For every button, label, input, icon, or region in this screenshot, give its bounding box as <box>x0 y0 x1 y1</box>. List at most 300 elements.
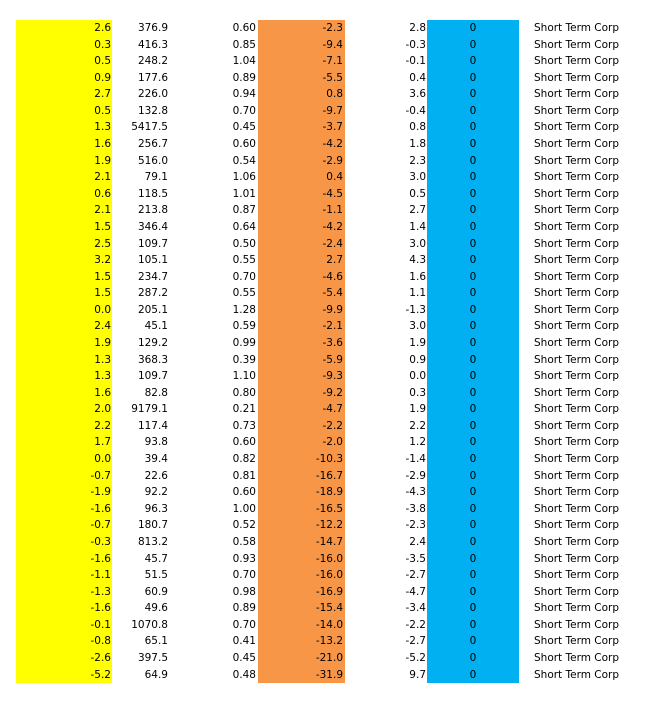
table-cell-col-e[interactable]: 2.8 <box>409 22 426 34</box>
table-cell-col-b[interactable]: 129.2 <box>137 336 168 349</box>
table-cell-col-f[interactable]: 0 <box>427 633 519 650</box>
table-cell-col-a[interactable]: 1.9 <box>16 153 112 170</box>
table-cell-col-a[interactable]: -0.7 <box>16 468 112 485</box>
table-cell-col-e[interactable]: 9.7 <box>409 668 426 681</box>
table-cell-col-a[interactable]: -5.2 <box>16 667 112 684</box>
table-cell-col-c[interactable]: 0.98 <box>232 585 256 598</box>
table-cell-col-b[interactable]: 22.6 <box>144 469 168 482</box>
table-cell-col-a[interactable]: 2.2 <box>16 418 112 435</box>
table-cell-col-e[interactable]: -2.3 <box>405 519 426 532</box>
table-cell-col-a[interactable]: -0.1 <box>16 617 112 634</box>
table-cell-col-a[interactable]: 2.6 <box>16 20 112 37</box>
table-cell-col-b[interactable]: 49.6 <box>144 602 168 615</box>
table-cell-col-a[interactable]: 1.3 <box>16 352 112 369</box>
table-cell-col-b[interactable]: 813.2 <box>137 535 168 548</box>
table-row <box>0 318 650 335</box>
table-cell-col-f[interactable]: 0 <box>427 20 519 37</box>
table-row <box>0 650 650 667</box>
table-cell-col-e[interactable]: -4.7 <box>405 585 426 598</box>
table-cell-col-a[interactable]: 1.3 <box>16 119 112 136</box>
table-cell-col-a[interactable]: 1.5 <box>16 219 112 236</box>
table-cell-col-e[interactable]: -3.5 <box>405 552 426 565</box>
table-cell-col-f[interactable]: 0 <box>427 335 519 352</box>
table-cell-col-f[interactable]: 0 <box>427 667 519 684</box>
table-row <box>0 584 650 601</box>
table-cell-col-c[interactable]: 1.04 <box>232 55 256 68</box>
table-cell-col-d[interactable]: -9.2 <box>258 385 345 402</box>
table-cell-col-b[interactable]: 105.1 <box>137 254 168 267</box>
table-cell-col-b[interactable]: 213.8 <box>137 204 168 217</box>
table-cell-col-a[interactable]: -1.3 <box>16 584 112 601</box>
table-cell-col-f[interactable]: 0 <box>427 584 519 601</box>
table-cell-col-a[interactable]: 1.6 <box>16 385 112 402</box>
table-cell-col-f[interactable]: 0 <box>427 252 519 269</box>
table-cell-col-f[interactable]: 0 <box>427 302 519 319</box>
table-cell-col-c[interactable]: 1.00 <box>232 502 256 515</box>
table-row <box>0 517 650 534</box>
table-cell-col-a[interactable]: -1.6 <box>16 551 112 568</box>
table-cell-col-d[interactable]: -16.0 <box>258 567 345 584</box>
table-cell-col-g[interactable]: Short Term Corp <box>534 220 620 233</box>
table-cell-col-c[interactable]: 0.70 <box>232 618 256 631</box>
table-cell-col-c[interactable]: 0.89 <box>232 602 256 615</box>
table-cell-col-a[interactable]: -2.6 <box>16 650 112 667</box>
table-cell-col-b[interactable]: 248.2 <box>137 55 168 68</box>
table-cell-col-b[interactable]: 65.1 <box>144 635 168 648</box>
table-cell-col-b[interactable]: 9179.1 <box>131 403 168 416</box>
table-cell-col-d[interactable]: -2.1 <box>258 318 345 335</box>
table-cell-col-g[interactable]: Short Term Corp <box>534 602 620 615</box>
table-cell-col-c[interactable]: 0.99 <box>232 336 256 349</box>
table-cell-col-f[interactable]: 0 <box>427 650 519 667</box>
table-cell-col-b[interactable]: 118.5 <box>137 187 168 200</box>
table-cell-col-f[interactable]: 0 <box>427 202 519 219</box>
table-cell-col-a[interactable]: -1.1 <box>16 567 112 584</box>
table-cell-col-f[interactable]: 0 <box>427 53 519 70</box>
table-cell-col-d[interactable]: -14.0 <box>258 617 345 634</box>
table-cell-col-f[interactable]: 0 <box>427 517 519 534</box>
table-cell-col-e[interactable]: -5.2 <box>405 651 426 664</box>
table-row <box>0 667 650 684</box>
table-cell-col-b[interactable]: 109.7 <box>137 370 168 383</box>
table-cell-col-g[interactable]: Short Term Corp <box>534 453 620 466</box>
table-cell-col-a[interactable]: 1.5 <box>16 269 112 286</box>
table-cell-col-d[interactable]: -15.4 <box>258 600 345 617</box>
table-cell-col-b[interactable]: 51.5 <box>144 569 168 582</box>
table-cell-col-g[interactable]: Short Term Corp <box>534 336 620 349</box>
table-cell-col-g[interactable]: Short Term Corp <box>534 187 620 200</box>
table-cell-col-c[interactable]: 0.48 <box>232 668 256 681</box>
table-cell-col-c[interactable]: 0.59 <box>232 320 256 333</box>
table-cell-col-a[interactable]: 2.1 <box>16 202 112 219</box>
table-cell-col-b[interactable]: 1070.8 <box>131 618 168 631</box>
table-cell-col-g[interactable]: Short Term Corp <box>534 287 620 300</box>
table-cell-col-g[interactable]: Short Term Corp <box>534 569 620 582</box>
table-cell-col-g[interactable]: Short Term Corp <box>534 171 620 184</box>
table-cell-col-f[interactable]: 0 <box>427 219 519 236</box>
table-cell-col-a[interactable]: 0.5 <box>16 53 112 70</box>
table-cell-col-d[interactable]: -14.7 <box>258 534 345 551</box>
table-cell-col-e[interactable]: -1.3 <box>405 303 426 316</box>
table-cell-col-e[interactable]: -2.7 <box>405 569 426 582</box>
table-cell-col-b[interactable]: 256.7 <box>137 138 168 151</box>
table-cell-col-f[interactable]: 0 <box>427 418 519 435</box>
table-cell-col-f[interactable]: 0 <box>427 567 519 584</box>
table-cell-col-b[interactable]: 117.4 <box>137 419 168 432</box>
table-cell-col-d[interactable]: -2.9 <box>258 153 345 170</box>
table-cell-col-d[interactable]: 0.4 <box>258 169 345 186</box>
table-cell-col-d[interactable]: -9.3 <box>258 368 345 385</box>
table-cell-col-b[interactable]: 39.4 <box>144 453 168 466</box>
table-cell-col-e[interactable]: 3.0 <box>409 171 426 184</box>
table-cell-col-b[interactable]: 234.7 <box>137 270 168 283</box>
table-cell-col-f[interactable]: 0 <box>427 37 519 54</box>
table-cell-col-g[interactable]: Short Term Corp <box>534 38 620 51</box>
table-cell-col-g[interactable]: Short Term Corp <box>534 403 620 416</box>
table-row <box>0 136 650 153</box>
table-cell-col-e[interactable]: 2.7 <box>409 204 426 217</box>
table-cell-col-d[interactable]: -2.2 <box>258 418 345 435</box>
table-cell-col-a[interactable]: -0.8 <box>16 633 112 650</box>
table-cell-col-g[interactable]: Short Term Corp <box>534 552 620 565</box>
table-cell-col-f[interactable]: 0 <box>427 501 519 518</box>
table-cell-col-b[interactable]: 109.7 <box>137 237 168 250</box>
table-cell-col-b[interactable]: 82.8 <box>144 386 168 399</box>
table-cell-col-e[interactable]: 0.5 <box>409 187 426 200</box>
table-cell-col-c[interactable]: 0.39 <box>232 353 256 366</box>
table-cell-col-b[interactable]: 376.9 <box>137 22 168 34</box>
table-cell-col-a[interactable]: 1.9 <box>16 335 112 352</box>
table-cell-col-a[interactable]: 2.5 <box>16 236 112 253</box>
table-cell-col-d[interactable]: -5.5 <box>258 70 345 87</box>
table-cell-col-a[interactable]: 1.5 <box>16 285 112 302</box>
table-cell-col-d[interactable]: -2.4 <box>258 236 345 253</box>
table-cell-col-f[interactable]: 0 <box>427 86 519 103</box>
table-cell-col-a[interactable]: 2.0 <box>16 401 112 418</box>
table-cell-col-c[interactable]: 1.10 <box>232 370 256 383</box>
table-cell-col-a[interactable]: -1.6 <box>16 501 112 518</box>
table-cell-col-a[interactable]: 0.5 <box>16 103 112 120</box>
table-cell-col-c[interactable]: 0.73 <box>232 419 256 432</box>
table-cell-col-f[interactable]: 0 <box>427 136 519 153</box>
table-cell-col-c[interactable]: 0.70 <box>232 270 256 283</box>
table-cell-col-f[interactable]: 0 <box>427 352 519 369</box>
table-cell-col-g[interactable]: Short Term Corp <box>534 22 620 34</box>
table-cell-col-e[interactable]: 1.9 <box>409 336 426 349</box>
table-cell-col-e[interactable]: 2.4 <box>409 535 426 548</box>
table-cell-col-d[interactable]: -10.3 <box>258 451 345 468</box>
table-cell-col-b[interactable]: 64.9 <box>144 668 168 681</box>
table-row <box>0 219 650 236</box>
table-cell-col-a[interactable]: 1.7 <box>16 434 112 451</box>
table-cell-col-e[interactable]: 0.9 <box>409 353 426 366</box>
table-cell-col-c[interactable]: 0.87 <box>232 204 256 217</box>
table-cell-col-e[interactable]: 0.3 <box>409 386 426 399</box>
table-cell-col-f[interactable]: 0 <box>427 484 519 501</box>
table-cell-col-e[interactable]: 1.8 <box>409 138 426 151</box>
table-cell-col-e[interactable]: -1.4 <box>405 453 426 466</box>
table-cell-col-f[interactable]: 0 <box>427 153 519 170</box>
table-cell-col-f[interactable]: 0 <box>427 401 519 418</box>
table-cell-col-g[interactable]: Short Term Corp <box>534 104 620 117</box>
table-cell-col-c[interactable]: 0.55 <box>232 287 256 300</box>
table-cell-col-g[interactable]: Short Term Corp <box>534 237 620 250</box>
table-cell-col-e[interactable]: -2.2 <box>405 618 426 631</box>
table-cell-col-b[interactable]: 287.2 <box>137 287 168 300</box>
table-cell-col-b[interactable]: 416.3 <box>137 38 168 51</box>
table-cell-col-d[interactable]: -16.7 <box>258 468 345 485</box>
table-cell-col-e[interactable]: 4.3 <box>409 254 426 267</box>
table-cell-col-d[interactable]: -21.0 <box>258 650 345 667</box>
table-cell-col-c[interactable]: 0.50 <box>232 237 256 250</box>
table-row <box>0 20 650 37</box>
table-cell-col-c[interactable]: 0.81 <box>232 469 256 482</box>
table-cell-col-f[interactable]: 0 <box>427 119 519 136</box>
table-cell-col-b[interactable]: 226.0 <box>137 88 168 101</box>
table-cell-col-g[interactable]: Short Term Corp <box>534 71 620 84</box>
table-cell-col-f[interactable]: 0 <box>427 169 519 186</box>
table-cell-col-e[interactable]: -3.8 <box>405 502 426 515</box>
table-cell-col-d[interactable]: -7.1 <box>258 53 345 70</box>
table-cell-col-d[interactable]: 0.8 <box>258 86 345 103</box>
table-cell-col-c[interactable]: 0.70 <box>232 104 256 117</box>
table-cell-col-c[interactable]: 0.70 <box>232 569 256 582</box>
table-cell-col-e[interactable]: 0.0 <box>409 370 426 383</box>
table-cell-col-a[interactable]: 0.9 <box>16 70 112 87</box>
table-cell-col-c[interactable]: 0.58 <box>232 535 256 548</box>
table-cell-col-g[interactable]: Short Term Corp <box>534 419 620 432</box>
table-cell-col-e[interactable]: -0.4 <box>405 104 426 117</box>
table-cell-col-a[interactable]: 0.0 <box>16 302 112 319</box>
table-cell-col-g[interactable]: Short Term Corp <box>534 386 620 399</box>
table-cell-col-c[interactable]: 1.01 <box>232 187 256 200</box>
table-cell-col-a[interactable]: 1.6 <box>16 136 112 153</box>
table-cell-col-g[interactable]: Short Term Corp <box>534 303 620 316</box>
table-cell-col-e[interactable]: -2.9 <box>405 469 426 482</box>
table-cell-col-f[interactable]: 0 <box>427 468 519 485</box>
table-cell-col-g[interactable]: Short Term Corp <box>534 121 620 134</box>
table-cell-col-f[interactable]: 0 <box>427 318 519 335</box>
table-cell-col-c[interactable]: 0.21 <box>232 403 256 416</box>
table-cell-col-g[interactable]: Short Term Corp <box>534 486 620 499</box>
table-cell-col-g[interactable]: Short Term Corp <box>534 138 620 151</box>
table-cell-col-f[interactable]: 0 <box>427 236 519 253</box>
table-cell-col-g[interactable]: Short Term Corp <box>534 502 620 515</box>
table-cell-col-d[interactable]: -18.9 <box>258 484 345 501</box>
table-cell-col-a[interactable]: -1.9 <box>16 484 112 501</box>
table-cell-col-d[interactable]: -2.3 <box>258 20 345 37</box>
table-cell-col-g[interactable]: Short Term Corp <box>534 353 620 366</box>
table-cell-col-e[interactable]: 3.0 <box>409 320 426 333</box>
table-cell-col-c[interactable]: 0.60 <box>232 22 256 34</box>
table-cell-col-f[interactable]: 0 <box>427 368 519 385</box>
table-cell-col-b[interactable]: 368.3 <box>137 353 168 366</box>
table-cell-col-c[interactable]: 0.85 <box>232 38 256 51</box>
table-cell-col-d[interactable]: -5.4 <box>258 285 345 302</box>
table-cell-col-e[interactable]: 2.3 <box>409 154 426 167</box>
table-cell-col-d[interactable]: -9.9 <box>258 302 345 319</box>
table-cell-col-e[interactable]: -3.4 <box>405 602 426 615</box>
table-row <box>0 534 650 551</box>
table-cell-col-b[interactable]: 516.0 <box>137 154 168 167</box>
table-cell-col-b[interactable]: 93.8 <box>144 436 168 449</box>
table-cell-col-f[interactable]: 0 <box>427 385 519 402</box>
table-cell-col-c[interactable]: 0.82 <box>232 453 256 466</box>
table-row <box>0 368 650 385</box>
table-cell-col-a[interactable]: 0.0 <box>16 451 112 468</box>
table-cell-col-b[interactable]: 96.3 <box>144 502 168 515</box>
table-row <box>0 37 650 54</box>
table-cell-col-e[interactable]: -0.3 <box>405 38 426 51</box>
table-cell-col-b[interactable]: 205.1 <box>137 303 168 316</box>
table-cell-col-e[interactable]: 1.1 <box>409 287 426 300</box>
table-cell-col-e[interactable]: -2.7 <box>405 635 426 648</box>
table-cell-col-c[interactable]: 0.45 <box>232 651 256 664</box>
table-cell-col-g[interactable]: Short Term Corp <box>534 154 620 167</box>
table-row <box>0 451 650 468</box>
table-cell-col-c[interactable]: 0.55 <box>232 254 256 267</box>
table-cell-col-c[interactable]: 0.60 <box>232 436 256 449</box>
table-cell-col-b[interactable]: 180.7 <box>137 519 168 532</box>
table-cell-col-e[interactable]: 1.9 <box>409 403 426 416</box>
table-cell-col-b[interactable]: 5417.5 <box>131 121 168 134</box>
table-cell-col-c[interactable]: 0.64 <box>232 220 256 233</box>
table-cell-col-b[interactable]: 177.6 <box>137 71 168 84</box>
table-cell-col-b[interactable]: 92.2 <box>144 486 168 499</box>
table-cell-col-g[interactable]: Short Term Corp <box>534 519 620 532</box>
table-cell-col-d[interactable]: -5.9 <box>258 352 345 369</box>
table-cell-col-a[interactable]: 2.1 <box>16 169 112 186</box>
table-cell-col-f[interactable]: 0 <box>427 434 519 451</box>
table-row <box>0 600 650 617</box>
table-cell-col-g[interactable]: Short Term Corp <box>534 618 620 631</box>
table-cell-col-g[interactable]: Short Term Corp <box>534 270 620 283</box>
table-cell-col-e[interactable]: 1.4 <box>409 220 426 233</box>
table-cell-col-g[interactable]: Short Term Corp <box>534 668 620 681</box>
table-cell-col-g[interactable]: Short Term Corp <box>534 585 620 598</box>
table-cell-col-a[interactable]: 0.6 <box>16 186 112 203</box>
table-cell-col-b[interactable]: 45.1 <box>144 320 168 333</box>
table-cell-col-g[interactable]: Short Term Corp <box>534 436 620 449</box>
table-cell-col-g[interactable]: Short Term Corp <box>534 535 620 548</box>
table-cell-col-b[interactable]: 79.1 <box>144 171 168 184</box>
table-cell-col-d[interactable]: -4.7 <box>258 401 345 418</box>
table-cell-col-a[interactable]: -0.7 <box>16 517 112 534</box>
table-cell-col-a[interactable]: 2.7 <box>16 86 112 103</box>
table-cell-col-c[interactable]: 0.60 <box>232 138 256 151</box>
table-cell-col-d[interactable]: -1.1 <box>258 202 345 219</box>
table-row <box>0 501 650 518</box>
table-cell-col-d[interactable]: -16.0 <box>258 551 345 568</box>
table-cell-col-f[interactable]: 0 <box>427 617 519 634</box>
table-cell-col-c[interactable]: 0.89 <box>232 71 256 84</box>
table-row <box>0 186 650 203</box>
table-cell-col-b[interactable]: 45.7 <box>144 552 168 565</box>
table-cell-col-c[interactable]: 0.94 <box>232 88 256 101</box>
table-cell-col-a[interactable]: -1.6 <box>16 600 112 617</box>
table-cell-col-d[interactable]: -16.5 <box>258 501 345 518</box>
table-cell-col-e[interactable]: 3.6 <box>409 88 426 101</box>
table-cell-col-f[interactable]: 0 <box>427 551 519 568</box>
table-cell-col-f[interactable]: 0 <box>427 70 519 87</box>
table-cell-col-c[interactable]: 0.93 <box>232 552 256 565</box>
table-cell-col-e[interactable]: -0.1 <box>405 55 426 68</box>
table-cell-col-c[interactable]: 0.80 <box>232 386 256 399</box>
table-cell-col-d[interactable]: -4.2 <box>258 136 345 153</box>
table-cell-col-b[interactable]: 397.5 <box>137 651 168 664</box>
table-cell-col-g[interactable]: Short Term Corp <box>534 651 620 664</box>
table-cell-col-g[interactable]: Short Term Corp <box>534 254 620 267</box>
table-cell-col-g[interactable]: Short Term Corp <box>534 469 620 482</box>
table-cell-col-d[interactable]: -4.2 <box>258 219 345 236</box>
table-cell-col-c[interactable]: 0.60 <box>232 486 256 499</box>
table-cell-col-f[interactable]: 0 <box>427 103 519 120</box>
table-cell-col-d[interactable]: -3.7 <box>258 119 345 136</box>
table-cell-col-g[interactable]: Short Term Corp <box>534 88 620 101</box>
table-cell-col-d[interactable]: -31.9 <box>258 667 345 684</box>
table-cell-col-a[interactable]: -0.3 <box>16 534 112 551</box>
table-cell-col-e[interactable]: 2.2 <box>409 419 426 432</box>
table-row <box>0 119 650 136</box>
table-cell-col-c[interactable]: 1.06 <box>232 171 256 184</box>
table-cell-col-f[interactable]: 0 <box>427 186 519 203</box>
table-cell-col-e[interactable]: 0.4 <box>409 71 426 84</box>
table-cell-col-b[interactable]: 132.8 <box>137 104 168 117</box>
table-cell-col-e[interactable]: 1.6 <box>409 270 426 283</box>
table-cell-col-d[interactable]: -9.4 <box>258 37 345 54</box>
table-row <box>0 385 650 402</box>
table-cell-col-c[interactable]: 0.45 <box>232 121 256 134</box>
table-cell-col-a[interactable]: 3.2 <box>16 252 112 269</box>
table-cell-col-b[interactable]: 346.4 <box>137 220 168 233</box>
table-cell-col-d[interactable]: -3.6 <box>258 335 345 352</box>
table-row <box>0 418 650 435</box>
table-cell-col-d[interactable]: -4.5 <box>258 186 345 203</box>
table-cell-col-f[interactable]: 0 <box>427 285 519 302</box>
table-cell-col-e[interactable]: 1.2 <box>409 436 426 449</box>
table-cell-col-d[interactable]: 2.7 <box>258 252 345 269</box>
table-row <box>0 335 650 352</box>
table-cell-col-a[interactable]: 1.3 <box>16 368 112 385</box>
table-cell-col-g[interactable]: Short Term Corp <box>534 635 620 648</box>
table-cell-col-d[interactable]: -2.0 <box>258 434 345 451</box>
table-cell-col-c[interactable]: 1.28 <box>232 303 256 316</box>
table-cell-col-b[interactable]: 60.9 <box>144 585 168 598</box>
table-cell-col-g[interactable]: Short Term Corp <box>534 204 620 217</box>
table-row <box>0 70 650 87</box>
table-cell-col-e[interactable]: 3.0 <box>409 237 426 250</box>
table-cell-col-d[interactable]: -4.6 <box>258 269 345 286</box>
table-cell-col-c[interactable]: 0.52 <box>232 519 256 532</box>
table-cell-col-d[interactable]: -9.7 <box>258 103 345 120</box>
table-cell-col-f[interactable]: 0 <box>427 534 519 551</box>
table-cell-col-d[interactable]: -12.2 <box>258 517 345 534</box>
table-cell-col-a[interactable]: 2.4 <box>16 318 112 335</box>
table-cell-col-g[interactable]: Short Term Corp <box>534 55 620 68</box>
table-cell-col-c[interactable]: 0.54 <box>232 154 256 167</box>
table-cell-col-a[interactable]: 0.3 <box>16 37 112 54</box>
table-cell-col-d[interactable]: -13.2 <box>258 633 345 650</box>
table-cell-col-f[interactable]: 0 <box>427 269 519 286</box>
table-cell-col-f[interactable]: 0 <box>427 451 519 468</box>
table-cell-col-e[interactable]: -4.3 <box>405 486 426 499</box>
table-cell-col-g[interactable]: Short Term Corp <box>534 370 620 383</box>
table-cell-col-c[interactable]: 0.41 <box>232 635 256 648</box>
table-cell-col-f[interactable]: 0 <box>427 600 519 617</box>
table-cell-col-d[interactable]: -16.9 <box>258 584 345 601</box>
table-cell-col-g[interactable]: Short Term Corp <box>534 320 620 333</box>
table-cell-col-e[interactable]: 0.8 <box>409 121 426 134</box>
